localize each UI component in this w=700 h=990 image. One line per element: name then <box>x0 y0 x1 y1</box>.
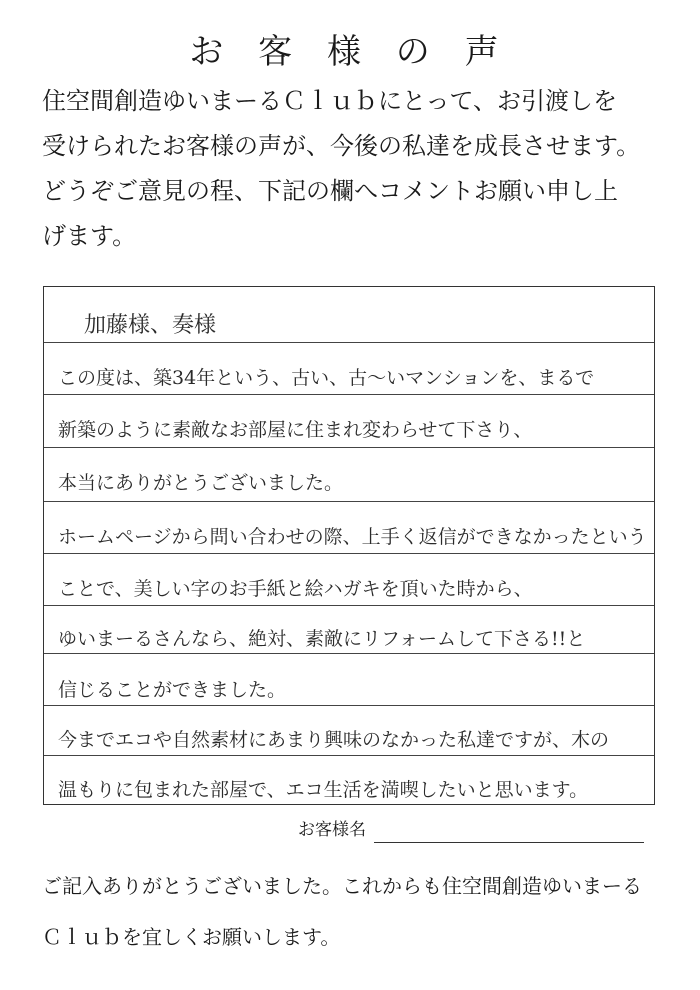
handwritten-line: ゆいまーるさんなら、絶対、素敵にリフォームして下さる!!と <box>58 628 586 650</box>
customer-name-underline <box>374 842 644 843</box>
ruled-line <box>44 755 654 756</box>
intro-line: 受けられたお客様の声が、今後の私達を成長させます。 <box>42 132 641 160</box>
ruled-line <box>44 653 654 654</box>
closing-line: ご記入ありがとうございました。これからも住空間創造ゆいまーる <box>42 874 642 898</box>
handwritten-salutation: 加藤様、奏様 <box>84 313 217 338</box>
handwritten-line: 本当にありがとうございました。 <box>58 472 344 494</box>
ruled-line <box>44 501 654 502</box>
handwritten-line: 新築のように素敵なお部屋に住まれ変わらせて下さり、 <box>58 419 533 441</box>
ruled-line <box>44 447 654 448</box>
intro-line: どうぞご意見の程、下記の欄へコメントお願い申し上 <box>42 177 618 205</box>
comment-box <box>43 286 655 805</box>
intro-line: げます。 <box>42 222 137 250</box>
intro-line: 住空間創造ゆいまーるＣｌｕｂにとって、お引渡しを <box>42 87 618 115</box>
customer-name-field <box>298 818 644 844</box>
closing-line: Ｃｌｕｂを宜しくお願いします。 <box>42 925 341 949</box>
handwritten-line: 温もりに包まれた部屋で、エコ生活を満喫したいと思います。 <box>58 779 589 801</box>
ruled-line <box>44 342 654 343</box>
ruled-line <box>44 705 654 706</box>
customer-name-label: お客様名 <box>298 820 366 840</box>
handwritten-line: この度は、築34年という、古い、古～いマンションを、まるで <box>58 367 595 389</box>
handwritten-line: 今までエコや自然素材にあまり興味のなかった私達ですが、木の <box>58 729 610 751</box>
ruled-line <box>44 605 654 606</box>
handwritten-line: ホームページから問い合わせの際、上手く返信ができなかったという <box>58 526 647 548</box>
handwritten-line: ことで、美しい字のお手紙と絵ハガキを頂いた時から、 <box>58 578 533 600</box>
ruled-line <box>44 553 654 554</box>
handwritten-line: 信じることができました。 <box>58 679 287 701</box>
ruled-line <box>44 394 654 395</box>
page-title: お 客 様 の 声 <box>189 32 511 72</box>
intro-paragraph <box>42 86 672 266</box>
